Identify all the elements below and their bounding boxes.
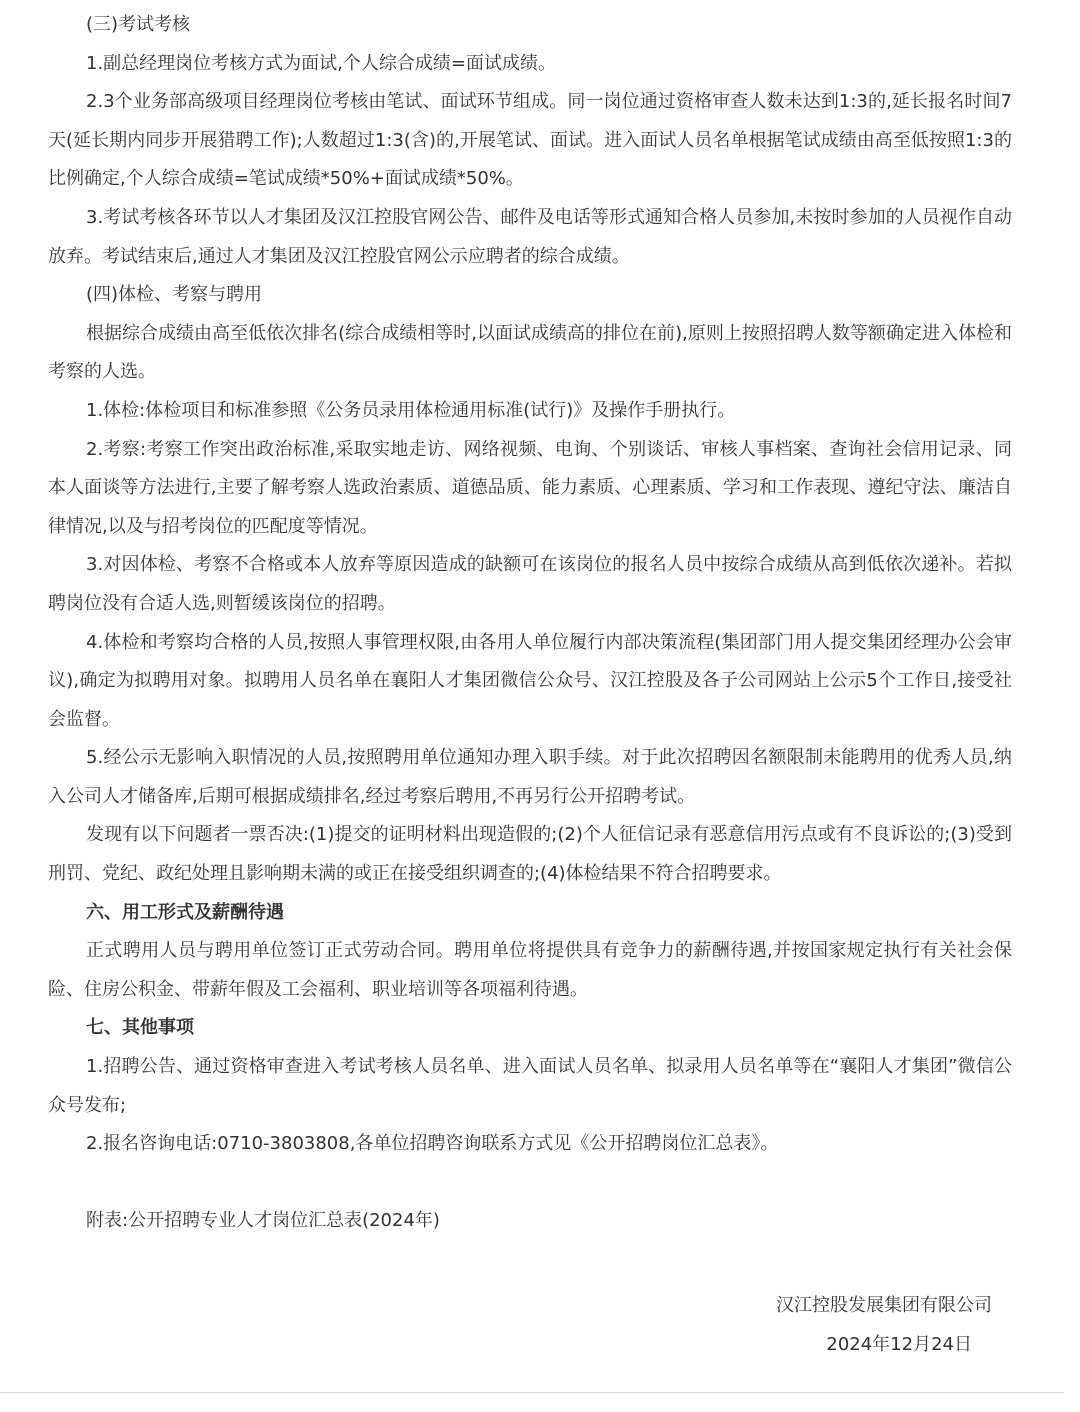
- bottom-divider: [0, 1392, 1064, 1393]
- checkup-intro: 根据综合成绩由高至低依次排名(综合成绩相等时,以面试成绩高的排位在前),原则上按照招聘人数等额确定进入体检和考察的人选。: [48, 322, 1012, 383]
- attachment-note: 附表:公开招聘专业人才岗位汇总表(2024年): [86, 1210, 440, 1232]
- employment-body: 正式聘用人员与聘用单位签订正式劳动合同。聘用单位将提供具有竞争力的薪酬待遇,并按国家规定执行有关社会保险、住房公积金、带薪年假及工会福利、职业培训等各项福利待遇。: [48, 940, 1012, 1000]
- checkup-item-1: 1.体检:体检项目和标准参照《公务员录用体检通用标准(试行)》及操作手册执行。: [86, 399, 736, 421]
- subsection-heading-checkup: (四)体检、考察与聘用: [86, 284, 263, 306]
- blank-line: [48, 1164, 1012, 1203]
- checkup-item-4: 4.体检和考察均合格的人员,按照人事管理权限,由各用人单位履行内部决策流程(集团部门用人提交集团经理办公会审议),确定为拟聘用对象。拟聘用人员名单在襄阳人才集团微信公众号、汉江控股及各子公司网站上公示5个工作日,接受社会监督。: [48, 631, 1012, 730]
- exam-item-3: 3.考试考核各环节以人才集团及汉江控股官网公告、邮件及电话等形式通知合格人员参加,未按时参加的人员视作自动放弃。考试结束后,通过人才集团及汉江控股官网公示应聘者的综合成绩。: [48, 206, 1012, 267]
- section-heading-employment: 六、用工形式及薪酬待遇: [86, 901, 284, 923]
- signature-company: 汉江控股发展集团有限公司: [776, 1295, 992, 1316]
- exam-item-1: 1.副总经理岗位考核方式为面试,个人综合成绩=面试成绩。: [86, 52, 556, 74]
- veto-conditions: 发现有以下问题者一票否决:(1)提交的证明材料出现造假的;(2)个人征信记录有恶意信用污点或有不良诉讼的;(3)受到刑罚、党纪、政纪处理且影响期未满的或正在接受组织调查的;(4)体检结果不符合招聘要求。: [48, 824, 1012, 885]
- exam-item-2: 2.3个业务部高级项目经理岗位考核由笔试、面试环节组成。同一岗位通过资格审查人数未达到1:3的,延长报名时间7天(延长期内同步开展猎聘工作);人数超过1:3(含)的,开展笔试、面试。进入面试人员名单根据笔试成绩由高至低按照1:3的比例确定,个人综合成绩=笔试成绩*50%+面试成绩*50%。: [48, 91, 1012, 190]
- section-heading-other: 七、其他事项: [86, 1017, 194, 1039]
- checkup-item-3: 3.对因体检、考察不合格或本人放弃等原因造成的缺额可在该岗位的报名人员中按综合成绩从高到低依次递补。若拟聘岗位没有合适人选,则暂缓该岗位的招聘。: [48, 554, 1012, 614]
- checkup-item-2: 2.考察:考察工作突出政治标准,采取实地走访、网络视频、电询、个别谈话、审核人事档案、查询社会信用记录、同本人面谈等方法进行,主要了解考察人选政治素质、道德品质、能力素质、心理素质、学习和工作表现、遵纪守法、廉洁自律情况,以及与招考岗位的匹配度等情况。: [48, 438, 1012, 537]
- document-body: [48, 6, 1012, 1364]
- other-item-1: 1.招聘公告、通过资格审查进入考试考核人员名单、进入面试人员名单、拟录用人员名单等在“襄阳人才集团”微信公众号发布;: [48, 1056, 1012, 1116]
- signature-date: 2024年12月24日: [826, 1333, 972, 1355]
- blank-line: [48, 1241, 1012, 1287]
- other-item-2: 2.报名咨询电话:0710-3803808,各单位招聘咨询联系方式见《公开招聘岗位汇总表》。: [86, 1133, 779, 1155]
- subsection-heading-exam: (三)考试考核: [86, 14, 191, 35]
- checkup-item-5: 5.经公示无影响入职情况的人员,按照聘用单位通知办理入职手续。对于此次招聘因名额限制未能聘用的优秀人员,纳入公司人才储备库,后期可根据成绩排名,经过考察后聘用,不再另行公开招聘考试。: [48, 747, 1012, 807]
